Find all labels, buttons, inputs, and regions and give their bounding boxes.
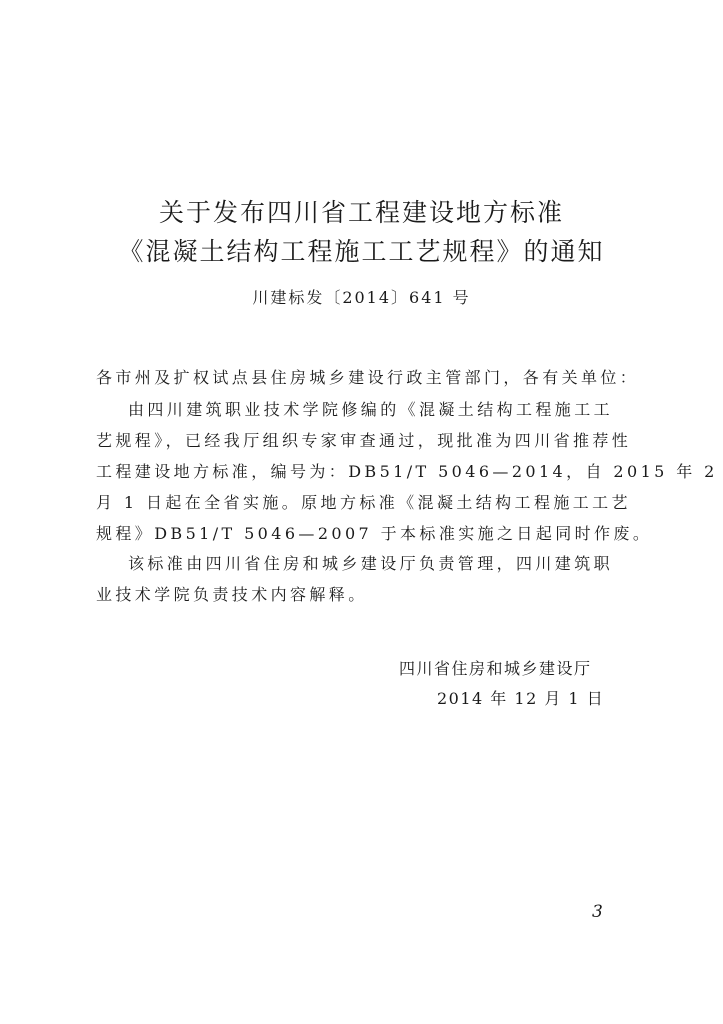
signature-date: 2014 年 12 月 1 日 — [437, 689, 605, 708]
document-number: 川建标发〔2014〕641 号 — [252, 288, 471, 307]
notice-title-line-1: 关于发布四川省工程建设地方标准 — [158, 198, 564, 227]
notice-title-line-2: 《混凝土结构工程施工工艺规程》的通知 — [118, 237, 605, 266]
body-line-addressee: 各市州及扩权试点县住房城乡建设行政主管部门，各有关单位： — [96, 368, 640, 387]
body-line: 规程》DB51/T 5046—2007 于本标准实施之日起同时作废。 — [96, 524, 653, 543]
page-number: 3 — [592, 902, 603, 922]
body-line: 该标准由四川省住房和城乡建设厅负责管理，四川建筑职 — [128, 554, 614, 573]
signature-organization: 四川省住房和城乡建设厅 — [399, 659, 592, 678]
body-line: 月 1 日起在全省实施。原地方标准《混凝土结构工程施工工艺 — [96, 493, 631, 512]
body-line: 由四川建筑职业技术学院修编的《混凝土结构工程施工工 — [128, 400, 614, 419]
body-line: 业技术学院负责技术内容解释。 — [96, 585, 368, 604]
body-line: 艺规程》，已经我厅组织专家审查通过，现批准为四川省推荐性 — [96, 431, 632, 450]
body-line: 工程建设地方标准，编号为：DB51/T 5046—2014，自 2015 年 2 — [96, 462, 718, 481]
